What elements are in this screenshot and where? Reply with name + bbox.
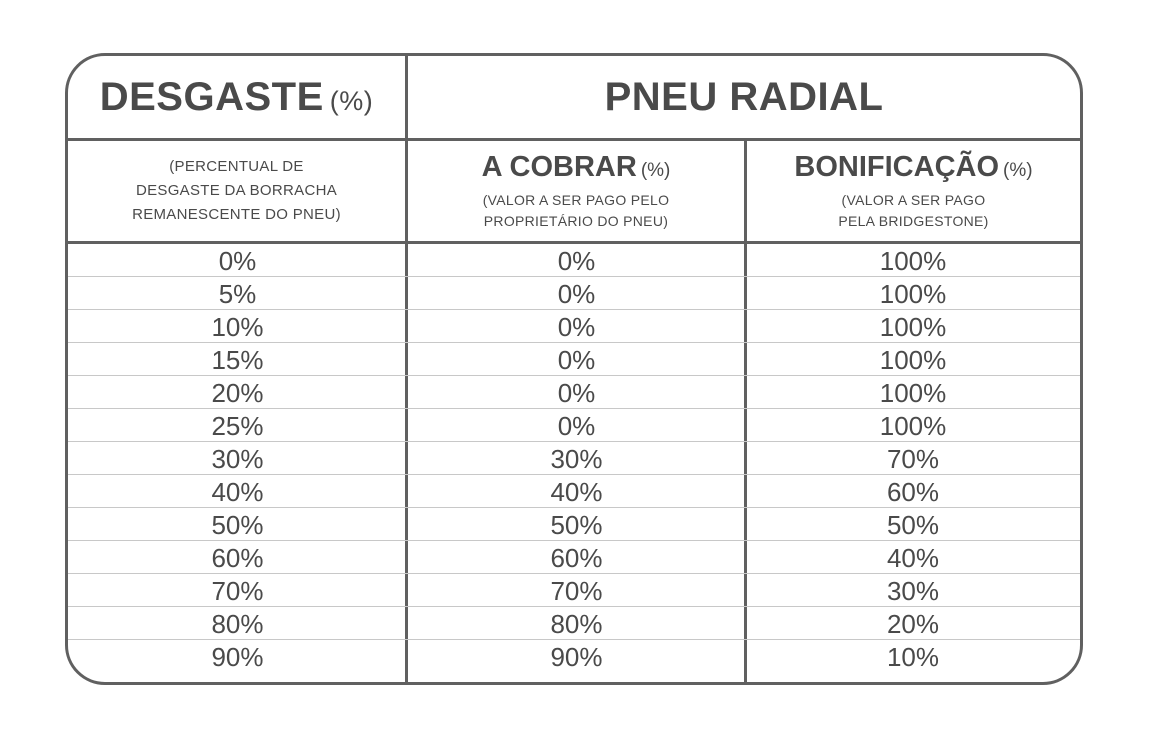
bonificacao-cell: 100%: [879, 378, 947, 408]
cobrar-note: [483, 190, 670, 232]
cobrar-title: A COBRAR: [481, 150, 637, 183]
table-row: [68, 409, 1080, 442]
desgaste-note-line: DESGASTE DA BORRACHA: [135, 182, 338, 199]
desgaste-note: [132, 155, 341, 227]
bonificacao-cell: 60%: [886, 477, 940, 507]
desgaste-cell: 20%: [211, 378, 264, 408]
desgaste-note-cell: [68, 141, 405, 241]
desgaste-note-line: REMANESCENTE DO PNEU): [132, 206, 341, 223]
cobrar-cell: 0%: [557, 411, 596, 441]
group-title: PNEU RADIAL: [604, 74, 884, 119]
desgaste-header: [68, 56, 405, 138]
desgaste-cell: 10%: [211, 312, 264, 342]
bonificacao-cell: 100%: [879, 246, 947, 276]
bonificacao-cell: 40%: [886, 543, 940, 573]
desgaste-cell: 80%: [211, 609, 264, 639]
table-row: [68, 541, 1080, 574]
desgaste-note-line: (PERCENTUAL DE: [169, 158, 304, 175]
table-row: [68, 310, 1080, 343]
cobrar-cell: 30%: [550, 444, 603, 474]
table-row: [68, 376, 1080, 409]
table-row: [68, 442, 1080, 475]
desgaste-cell: 5%: [218, 279, 257, 309]
desgaste-cell: 15%: [211, 345, 264, 375]
table-row: [68, 640, 1080, 673]
bonificacao-note-line: PELA BRIDGESTONE): [838, 212, 989, 229]
cobrar-cell: 70%: [550, 576, 603, 606]
desgaste-cell: 90%: [211, 642, 264, 672]
bonificacao-cell: 70%: [886, 444, 940, 474]
bonificacao-cell: 10%: [886, 642, 940, 672]
table-row: [68, 343, 1080, 376]
cobrar-note-line: (VALOR A SER PAGO PELO: [482, 191, 670, 208]
cobrar-cell: 0%: [557, 246, 596, 276]
cobrar-cell: 80%: [550, 609, 603, 639]
cobrar-note-line: PROPRIETÁRIO DO PNEU): [483, 212, 669, 229]
desgaste-cell: 70%: [211, 576, 264, 606]
cobrar-header: [408, 141, 744, 241]
table-row: [68, 574, 1080, 607]
bonificacao-cell: 100%: [879, 411, 947, 441]
cobrar-unit: (%): [640, 159, 671, 181]
cobrar-cell: 0%: [557, 312, 596, 342]
bonificacao-header: [747, 141, 1080, 241]
table-row: [68, 475, 1080, 508]
table-row: [68, 508, 1080, 541]
pneu-radial-header: [408, 56, 1080, 138]
wear-table: [65, 53, 1083, 685]
cobrar-cell: 50%: [550, 510, 603, 540]
bonificacao-title: BONIFICAÇÃO: [794, 150, 1000, 183]
cobrar-cell: 90%: [550, 642, 603, 672]
bonificacao-cell: 100%: [879, 279, 947, 309]
desgaste-unit: (%): [329, 85, 374, 116]
desgaste-cell: 50%: [211, 510, 264, 540]
cobrar-cell: 0%: [557, 345, 596, 375]
cobrar-cell: 0%: [557, 279, 596, 309]
bonificacao-note-line: (VALOR A SER PAGO: [841, 191, 986, 208]
desgaste-title: DESGASTE: [99, 74, 324, 119]
cobrar-cell: 60%: [550, 543, 603, 573]
bonificacao-cell: 30%: [886, 576, 940, 606]
bonificacao-cell: 100%: [879, 312, 947, 342]
table-row: [68, 277, 1080, 310]
desgaste-cell: 30%: [211, 444, 264, 474]
table-row: [68, 244, 1080, 277]
bonificacao-note: [838, 190, 988, 232]
table-row: [68, 607, 1080, 640]
bonificacao-cell: 50%: [886, 510, 940, 540]
cobrar-cell: 40%: [550, 477, 603, 507]
desgaste-cell: 60%: [211, 543, 264, 573]
cobrar-cell: 0%: [557, 378, 596, 408]
bonificacao-cell: 100%: [879, 345, 947, 375]
desgaste-cell: 25%: [211, 411, 264, 441]
bonificacao-cell: 20%: [886, 609, 940, 639]
desgaste-cell: 0%: [218, 246, 257, 276]
bonificacao-unit: (%): [1003, 159, 1033, 181]
table-body: [68, 244, 1080, 673]
desgaste-cell: 40%: [211, 477, 264, 507]
